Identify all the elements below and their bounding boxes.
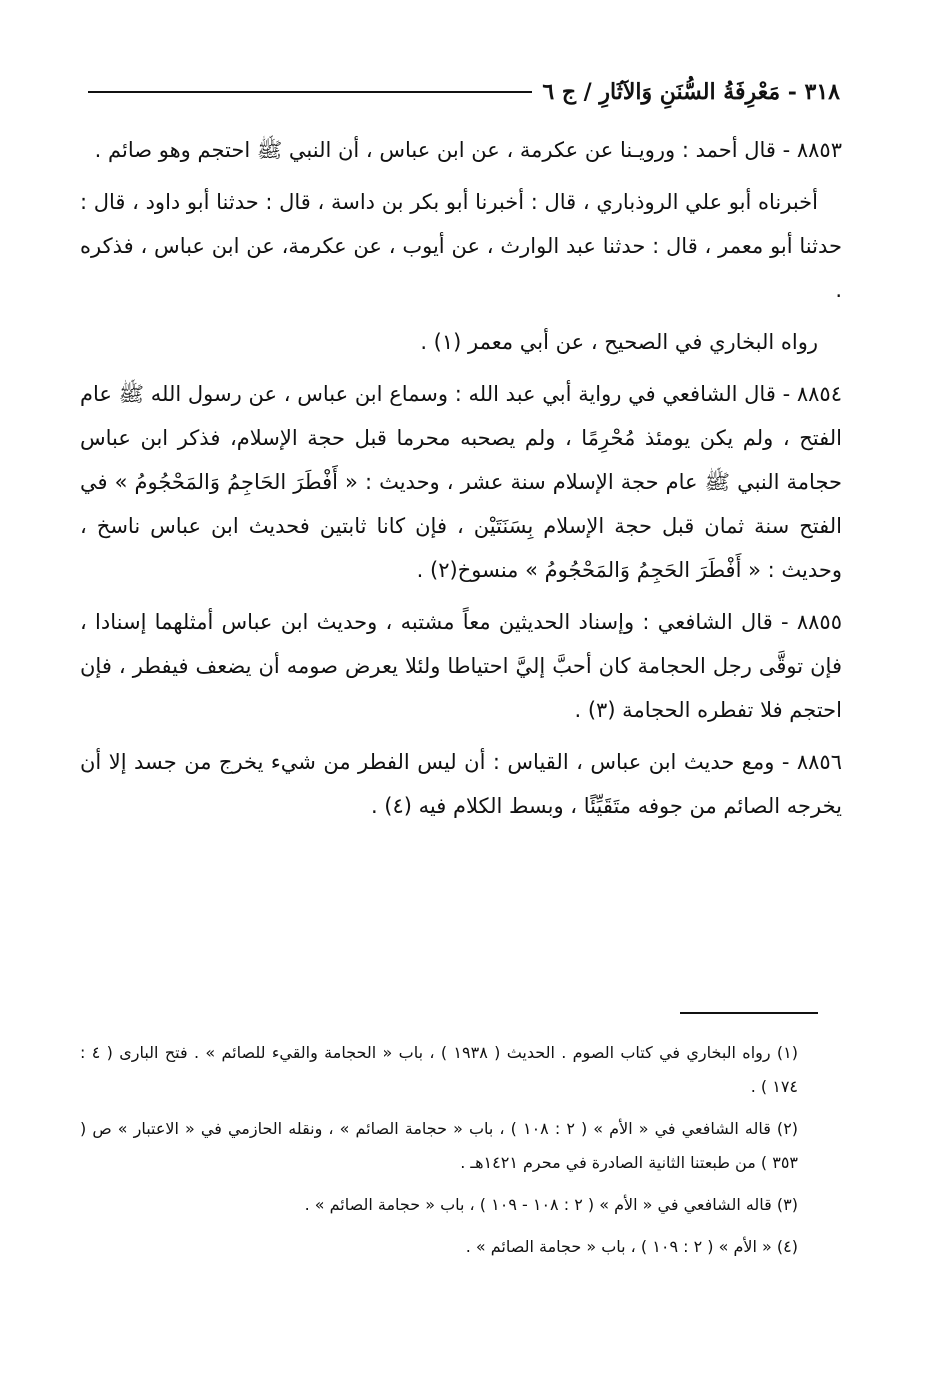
header-rule <box>88 91 532 93</box>
paragraph-isnad: أخبرناه أبو علي الروذباري ، قال : أخبرنا أبو بكر بن داسة ، قال : حدثنا أبو داود ، قال : حدثنا أبو معمر ، قال : حدثنا عبد الوارث ، عن أيوب ، عن عكرمة، عن ابن عباس ، فذكره . <box>80 190 842 302</box>
paragraph-8854: ٨٨٥٤ - قال الشافعي في رواية أبي عبد الله : وسماع ابن عباس ، عن رسول الله ﷺ عام الفتح ، ولم يكن يومئذ مُحْرِمًا ، ولم يصحبه محرما قبل حجة الإسلام، فذكر ابن عباس حجامة النبي ﷺ عام حجة الإسلام سنة عشر ، وحديث : « أَفْطَرَ الحَاجِمُ وَالمَحْجُومُ » في الفتح سنة ثمان قبل حجة الإسلام بِسَنَتَيْن ، فإن كانا ثابتين فحديث ابن عباس ناسخ ، وحديث : « أَفْطَرَ الحَجِمُ وَالمَحْجُومُ » منسوخ(٢) . <box>80 382 842 582</box>
paragraph-8856: ٨٨٥٦ - ومع حديث ابن عباس ، القياس : أن ليس الفطر من شيء يخرج من جسد إلا أن يخرجه الصائم من جوفه متَقَيِّئًا ، وبسط الكلام فيه (٤) . <box>80 750 842 818</box>
footnotes <box>80 1036 822 1272</box>
main-text <box>80 128 842 836</box>
running-title: ٣١٨ - مَعْرِفَةُ السُّنَنِ وَالآثَارِ / ج ٦ <box>542 79 840 105</box>
paragraph-bukhari: رواه البخاري في الصحيح ، عن أبي معمر (١) . <box>420 330 818 354</box>
paragraph-8853: ٨٨٥٣ - قال أحمد : ورويـنا عن عكرمة ، عن ابن عباس ، أن النبي ﷺ احتجم وهو صائم . <box>94 138 842 162</box>
paragraph-8855: ٨٨٥٥ - قال الشافعي : وإسناد الحديثين معاً مشتبه ، وحديث ابن عباس أمثلهما إسنادا ، فإن توقَّى رجل الحجامة كان أحبَّ إليَّ احتياطا ولئلا يعرض صومه أن يضعف فيفطر ، فإن احتجم فلا تفطره الحجامة (٣) . <box>80 610 842 722</box>
footnote-4: (٤) « الأم » ( ٢ : ١٠٩ ) ، باب « حجامة الصائم » . <box>465 1237 798 1256</box>
footnote-2: (٢) قاله الشافعي في « الأم » ( ٢ : ١٠٨ ) ، باب « حجامة الصائم » ، ونقله الحازمي في « الاعتبار » ص ( ٣٥٣ ) من طبعتنا الثانية الصادرة في محرم ١٤٢١هـ . <box>80 1119 799 1172</box>
footnote-1: (١) رواه البخاري في كتاب الصوم . الحديث ( ١٩٣٨ ) ، باب « الحجامة والقيء للصائم » . فتح البارى ( ٤ : ١٧٤ ) . <box>80 1043 799 1096</box>
footnote-3: (٣) قاله الشافعي في « الأم » ( ٢ : ١٠٨ - ١٠٩ ) ، باب « حجامة الصائم » . <box>304 1195 798 1214</box>
page-header <box>88 72 840 112</box>
footnote-separator <box>680 1012 818 1014</box>
